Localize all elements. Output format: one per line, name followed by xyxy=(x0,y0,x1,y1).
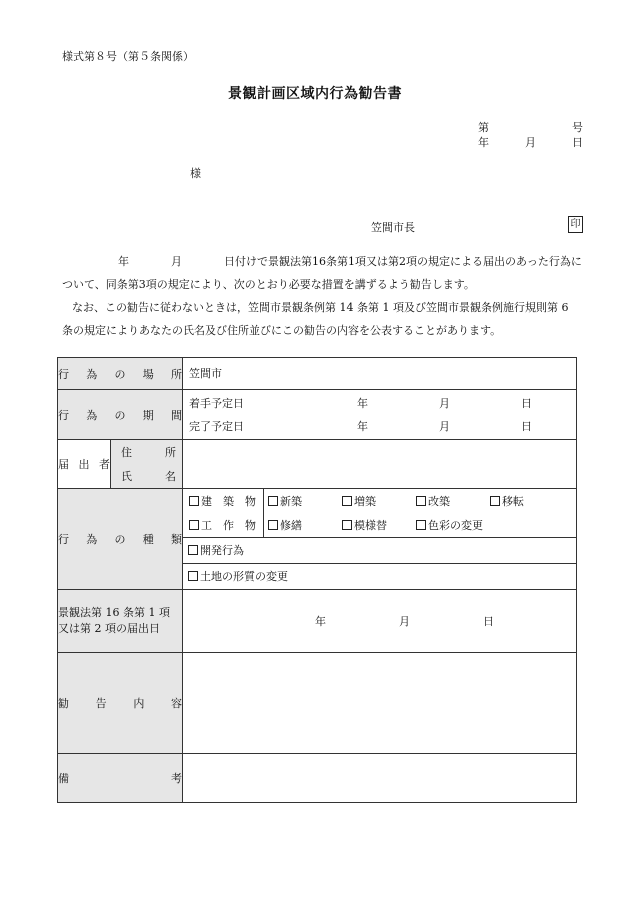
option-rebuild[interactable]: 改築 xyxy=(412,493,486,509)
notify-date-row xyxy=(58,590,577,653)
publication-notice-paragraph xyxy=(62,296,582,342)
date-day: 日 xyxy=(572,136,583,149)
remarks-label: 備 考 xyxy=(58,754,183,803)
start-date-line: 着手予定日 年 月 日 xyxy=(189,396,532,410)
option-relocation[interactable]: 移転 xyxy=(486,493,560,509)
structure-row: 工 作 物 修繕 模様替 色彩の変更 xyxy=(183,513,576,537)
form-number: 様式第８号（第５条関係） xyxy=(62,50,194,63)
period-label: 行 為 の 期 間 xyxy=(58,390,183,440)
option-repair[interactable]: 修繕 xyxy=(264,517,338,533)
period-values xyxy=(183,390,577,440)
addressee-honorific: 様 xyxy=(190,167,201,180)
kind-row xyxy=(58,489,577,590)
remarks-row xyxy=(58,754,577,803)
notifier-row xyxy=(58,440,577,489)
land-option[interactable]: 土地の形質の変更 xyxy=(183,564,576,589)
kind-values xyxy=(183,489,577,590)
option-color-change[interactable]: 色彩の変更 xyxy=(412,517,556,533)
notify-date-value: 年 月 日 xyxy=(183,590,577,653)
content-row xyxy=(58,653,577,754)
remarks-value xyxy=(183,754,577,803)
option-remodel[interactable]: 模様替 xyxy=(338,517,412,533)
option-new-build[interactable]: 新築 xyxy=(264,493,338,509)
place-label: 行 為 の 場 所 xyxy=(58,358,183,390)
place-value: 笠間市 xyxy=(183,358,577,390)
issuer-name: 笠間市長 xyxy=(371,221,415,234)
kind-label: 行 為 の 種 類 xyxy=(58,489,183,590)
date-month: 月 xyxy=(525,136,536,149)
content-label: 勧 告 内 容 xyxy=(58,653,183,754)
notice-text: なお、この勧告に従わないときは，笠間市景観条例第 14 条第 1 項及び笠間市景観条例施行規則第 6 条の規定によりあなたの氏名及び住所並びにこの勧告の内容を公表することがあります。 xyxy=(62,301,569,337)
building-row: 建 築 物 新築 増築 改築 移転 xyxy=(183,489,576,513)
date-year: 年 xyxy=(478,136,489,149)
notifier-label: 届 出 者 住 所 氏 名 xyxy=(58,440,183,489)
option-extension[interactable]: 増築 xyxy=(338,493,412,509)
end-date-line: 完了予定日 年 月 日 xyxy=(189,419,532,433)
recommendation-table xyxy=(57,357,577,803)
notify-date-label: 景観法第 16 条第 1 項 又は第 2 項の届出日 xyxy=(58,590,183,653)
development-option[interactable]: 開発行為 xyxy=(183,538,576,563)
structure-checkbox[interactable] xyxy=(189,520,199,530)
document-title: 景観計画区域内行為勧告書 xyxy=(228,86,402,102)
para-month: 月 xyxy=(171,255,182,268)
period-row xyxy=(58,390,577,440)
number-suffix: 号 xyxy=(572,121,583,134)
recommendation-paragraph xyxy=(62,250,582,296)
content-value xyxy=(183,653,577,754)
place-row xyxy=(58,358,577,390)
document-date-line xyxy=(478,134,583,150)
seal-mark: 印 xyxy=(568,216,583,233)
para-text: 日付けで景観法第16条第1項又は第2項の規定による届出のあった行為について、同条第3項の規定により、次のとおり必要な措置を講ずるよう勧告します。 xyxy=(62,255,582,291)
document-number-line xyxy=(478,119,583,135)
notifier-values xyxy=(183,440,577,489)
number-prefix: 第 xyxy=(478,121,489,134)
building-checkbox[interactable] xyxy=(189,496,199,506)
para-year: 年 xyxy=(118,255,129,268)
